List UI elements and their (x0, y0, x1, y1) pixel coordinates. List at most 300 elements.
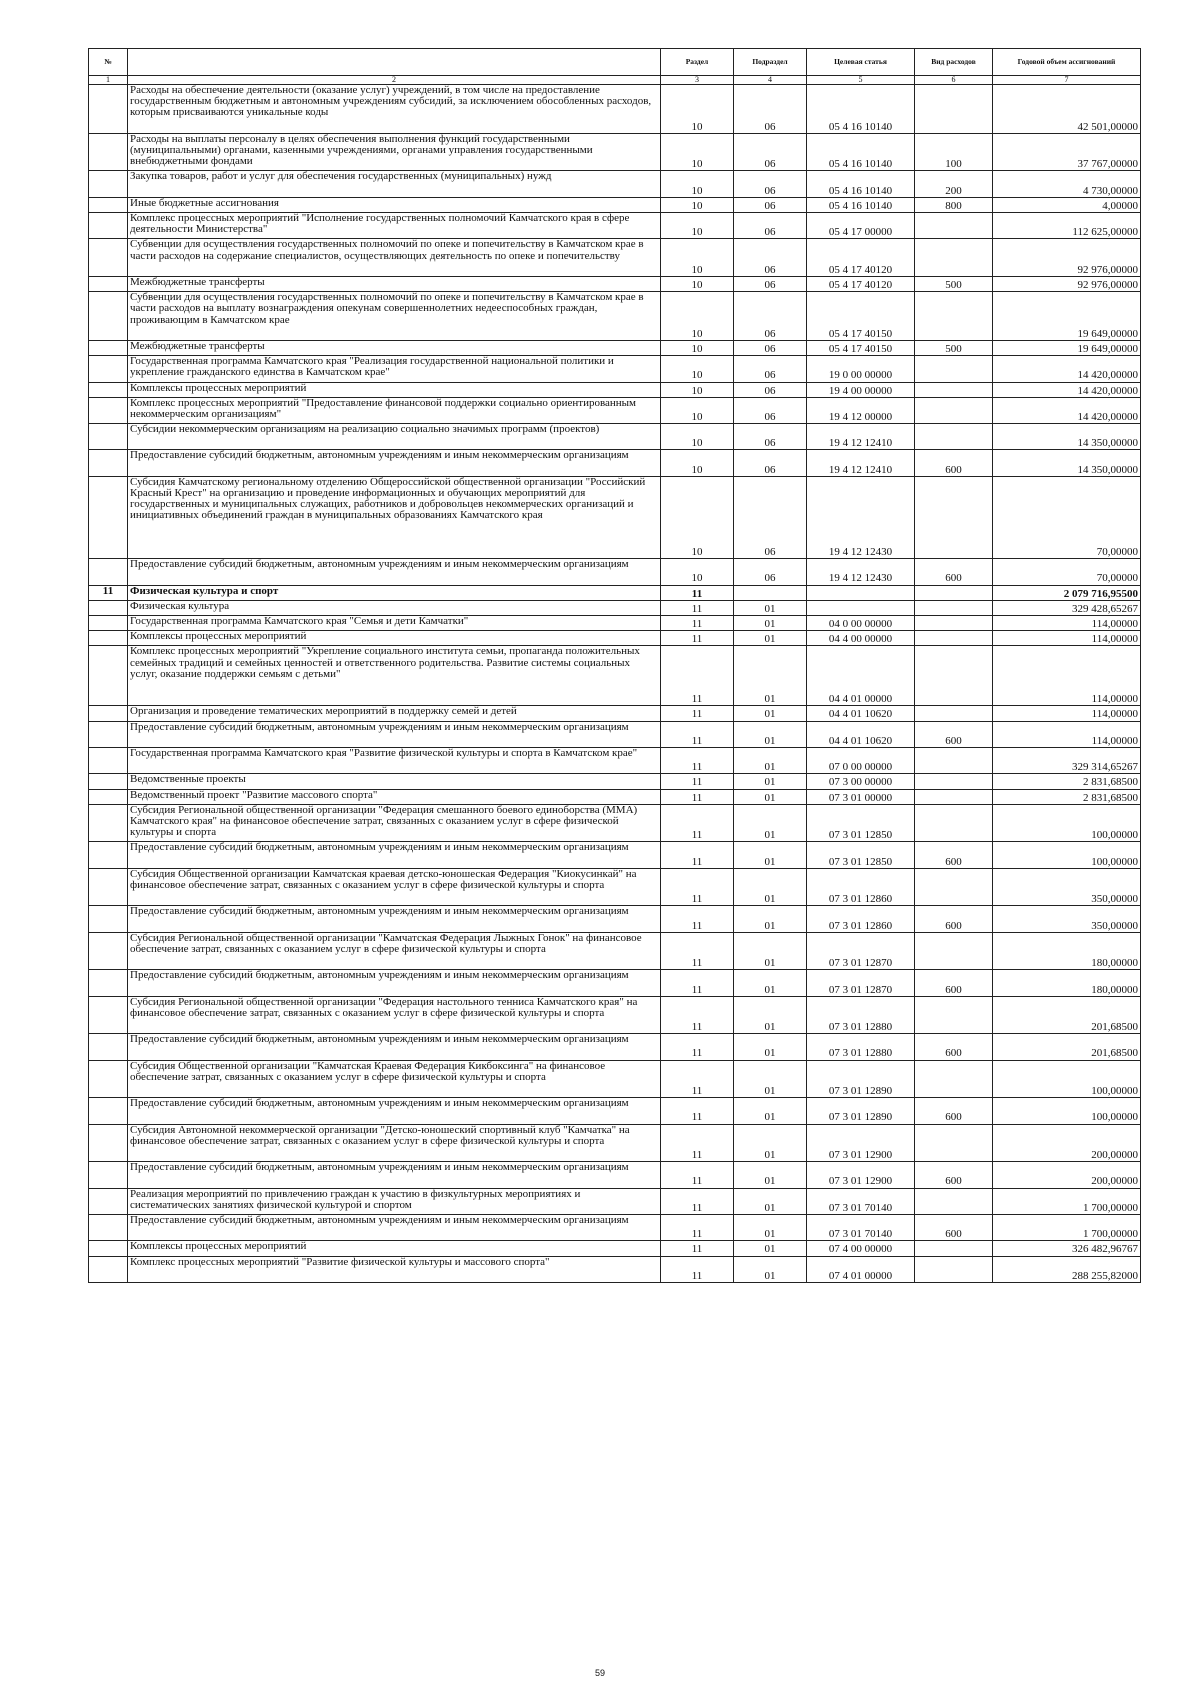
row-vid-rashodov (915, 631, 993, 646)
row-amount: 100,00000 (993, 1060, 1141, 1098)
row-amount: 329 428,65267 (993, 600, 1141, 615)
row-razdel: 11 (661, 789, 734, 804)
row-number (89, 1098, 128, 1124)
row-name: Физическая культура (128, 600, 661, 615)
row-razdel: 11 (661, 932, 734, 970)
row-vid-rashodov (915, 616, 993, 631)
row-podrazdel: 06 (734, 212, 807, 238)
row-celevaya-statya: 07 3 00 00000 (807, 774, 915, 789)
table-row (89, 1124, 1141, 1162)
row-podrazdel: 06 (734, 559, 807, 585)
row-amount: 70,00000 (993, 559, 1141, 585)
budget-table-container (88, 48, 1140, 1283)
row-vid-rashodov: 600 (915, 1098, 993, 1124)
row-podrazdel: 01 (734, 932, 807, 970)
row-celevaya-statya (807, 585, 915, 600)
row-razdel: 11 (661, 1215, 734, 1241)
row-podrazdel: 01 (734, 906, 807, 932)
row-vid-rashodov (915, 706, 993, 721)
row-amount: 201,68500 (993, 1034, 1141, 1060)
row-razdel: 11 (661, 646, 734, 706)
budget-table (88, 48, 1141, 1283)
column-number-row (89, 76, 1141, 85)
row-celevaya-statya: 07 3 01 12850 (807, 842, 915, 868)
column-number: 3 (661, 76, 734, 85)
row-celevaya-statya: 07 3 01 12890 (807, 1098, 915, 1124)
row-name: Реализация мероприятий по привлечению граждан к участию в физкультурных мероприятиях и систематических занятиях физической культурой и спортом (128, 1188, 661, 1214)
row-podrazdel: 06 (734, 133, 807, 171)
row-razdel: 11 (661, 970, 734, 996)
column-number: 5 (807, 76, 915, 85)
row-amount: 114,00000 (993, 631, 1141, 646)
table-row (89, 996, 1141, 1034)
row-number (89, 1215, 128, 1241)
row-vid-rashodov: 600 (915, 1162, 993, 1188)
table-row (89, 1256, 1141, 1282)
row-podrazdel: 06 (734, 424, 807, 450)
table-row (89, 721, 1141, 747)
row-razdel: 10 (661, 292, 734, 341)
row-number (89, 276, 128, 291)
row-amount: 14 350,00000 (993, 450, 1141, 476)
row-name: Субсидия Автономной некоммерческой организации "Детско-юношеский спортивный клуб "Камчатка" на финансовое обеспечение затрат, связанных с оказанием услуг в сфере физической культуры и спорта (128, 1124, 661, 1162)
row-name: Предоставление субсидий бюджетным, автономным учреждениям и иным некоммерческим организациям (128, 559, 661, 585)
row-number (89, 842, 128, 868)
row-podrazdel: 01 (734, 1124, 807, 1162)
row-amount: 1 700,00000 (993, 1215, 1141, 1241)
table-body (89, 85, 1141, 1283)
row-celevaya-statya: 19 0 00 00000 (807, 356, 915, 382)
row-razdel: 11 (661, 747, 734, 773)
table-row (89, 600, 1141, 615)
row-amount: 14 420,00000 (993, 356, 1141, 382)
row-vid-rashodov: 500 (915, 276, 993, 291)
column-number: 4 (734, 76, 807, 85)
table-row (89, 476, 1141, 558)
row-celevaya-statya: 05 4 17 40120 (807, 276, 915, 291)
row-vid-rashodov (915, 996, 993, 1034)
row-name: Расходы на выплаты персоналу в целях обеспечения выполнения функций государственными (муниципальными) органами, казенными учреждениями, органами управления государственными внебюджетными фондами (128, 133, 661, 171)
table-row (89, 970, 1141, 996)
row-name: Субсидия Общественной организации "Камчатская Краевая Федерация Кикбоксинга" на финансовое обеспечение затрат, связанных с оказанием услуг в сфере физической культуры и спорта (128, 1060, 661, 1098)
row-podrazdel: 01 (734, 631, 807, 646)
row-number (89, 631, 128, 646)
row-celevaya-statya: 07 4 00 00000 (807, 1241, 915, 1256)
row-razdel: 11 (661, 842, 734, 868)
row-celevaya-statya: 07 3 01 70140 (807, 1215, 915, 1241)
table-row (89, 585, 1141, 600)
header-podrazdel: Подраздел (734, 49, 807, 76)
row-number (89, 450, 128, 476)
row-number (89, 774, 128, 789)
header-razdel: Раздел (661, 49, 734, 76)
row-name: Предоставление субсидий бюджетным, автономным учреждениям и иным некоммерческим организациям (128, 842, 661, 868)
row-vid-rashodov: 600 (915, 1215, 993, 1241)
row-amount: 19 649,00000 (993, 292, 1141, 341)
row-razdel: 11 (661, 804, 734, 842)
row-amount: 180,00000 (993, 932, 1141, 970)
row-razdel: 10 (661, 424, 734, 450)
row-celevaya-statya: 05 4 17 40120 (807, 239, 915, 277)
row-number (89, 1162, 128, 1188)
row-number (89, 721, 128, 747)
row-razdel: 11 (661, 996, 734, 1034)
row-podrazdel: 06 (734, 239, 807, 277)
row-name: Закупка товаров, работ и услуг для обеспечения государственных (муниципальных) нужд (128, 171, 661, 197)
row-podrazdel: 01 (734, 842, 807, 868)
table-row (89, 1188, 1141, 1214)
row-vid-rashodov (915, 868, 993, 906)
row-amount: 100,00000 (993, 1098, 1141, 1124)
row-number (89, 646, 128, 706)
row-celevaya-statya: 05 4 17 40150 (807, 340, 915, 355)
table-row (89, 646, 1141, 706)
row-razdel: 10 (661, 356, 734, 382)
row-name: Субсидия Региональной общественной организации "Федерация смешанного боевого единоборства (ММА) Камчатского края" на финансовое обеспечение затрат, связанных с оказанием услуг в сфере физической культуры и спорта (128, 804, 661, 842)
table-row (89, 868, 1141, 906)
table-row (89, 1098, 1141, 1124)
row-razdel: 11 (661, 1034, 734, 1060)
row-podrazdel: 06 (734, 276, 807, 291)
row-podrazdel: 01 (734, 646, 807, 706)
row-name: Комплекс процессных мероприятий "Укрепление социального института семьи, пропаганда положительных семейных традиций и семейных ценностей и ответственного родительства. Развитие системы социальных услуг, оказание поддержки семьям с детьми" (128, 646, 661, 706)
row-amount: 180,00000 (993, 970, 1141, 996)
header-celevaya-statya: Целевая статья (807, 49, 915, 76)
row-vid-rashodov (915, 804, 993, 842)
row-number (89, 789, 128, 804)
row-vid-rashodov (915, 85, 993, 134)
row-amount: 288 255,82000 (993, 1256, 1141, 1282)
row-vid-rashodov (915, 397, 993, 423)
row-number (89, 868, 128, 906)
row-amount: 1 700,00000 (993, 1188, 1141, 1214)
row-podrazdel: 01 (734, 1162, 807, 1188)
table-row (89, 804, 1141, 842)
row-razdel: 11 (661, 1188, 734, 1214)
row-podrazdel: 01 (734, 868, 807, 906)
row-podrazdel: 06 (734, 340, 807, 355)
row-podrazdel: 06 (734, 397, 807, 423)
row-amount: 350,00000 (993, 868, 1141, 906)
row-razdel: 11 (661, 1256, 734, 1282)
row-amount: 200,00000 (993, 1124, 1141, 1162)
row-celevaya-statya: 05 4 17 00000 (807, 212, 915, 238)
row-amount: 37 767,00000 (993, 133, 1141, 171)
row-celevaya-statya: 19 4 12 12410 (807, 424, 915, 450)
row-celevaya-statya: 07 3 01 12870 (807, 932, 915, 970)
row-vid-rashodov (915, 356, 993, 382)
row-number (89, 600, 128, 615)
row-amount: 114,00000 (993, 706, 1141, 721)
row-amount: 329 314,65267 (993, 747, 1141, 773)
row-razdel: 10 (661, 340, 734, 355)
row-number (89, 747, 128, 773)
row-name: Субсидии некоммерческим организациям на реализацию социально значимых программ (проектов) (128, 424, 661, 450)
row-amount: 92 976,00000 (993, 239, 1141, 277)
row-celevaya-statya: 19 4 00 00000 (807, 382, 915, 397)
row-vid-rashodov: 600 (915, 721, 993, 747)
table-row (89, 1241, 1141, 1256)
row-podrazdel: 06 (734, 382, 807, 397)
row-podrazdel: 06 (734, 171, 807, 197)
row-number (89, 1124, 128, 1162)
row-celevaya-statya: 07 4 01 00000 (807, 1256, 915, 1282)
row-podrazdel: 01 (734, 970, 807, 996)
row-celevaya-statya: 04 4 01 10620 (807, 706, 915, 721)
table-row (89, 450, 1141, 476)
row-name: Предоставление субсидий бюджетным, автономным учреждениям и иным некоммерческим организациям (128, 970, 661, 996)
row-celevaya-statya: 19 4 12 00000 (807, 397, 915, 423)
row-vid-rashodov (915, 292, 993, 341)
row-razdel: 10 (661, 171, 734, 197)
row-vid-rashodov: 600 (915, 450, 993, 476)
row-amount: 114,00000 (993, 616, 1141, 631)
row-name: Иные бюджетные ассигнования (128, 197, 661, 212)
row-name: Государственная программа Камчатского края "Реализация государственной национальной политики и укрепление гражданского единства в Камчатском крае" (128, 356, 661, 382)
row-amount: 70,00000 (993, 476, 1141, 558)
row-vid-rashodov (915, 239, 993, 277)
row-podrazdel: 01 (734, 706, 807, 721)
row-name: Предоставление субсидий бюджетным, автономным учреждениям и иным некоммерческим организациям (128, 1162, 661, 1188)
table-row (89, 133, 1141, 171)
table-row (89, 356, 1141, 382)
row-podrazdel: 01 (734, 616, 807, 631)
row-name: Физическая культура и спорт (128, 585, 661, 600)
row-name: Межбюджетные трансферты (128, 340, 661, 355)
row-podrazdel: 01 (734, 1215, 807, 1241)
row-celevaya-statya (807, 600, 915, 615)
row-name: Предоставление субсидий бюджетным, автономным учреждениям и иным некоммерческим организациям (128, 1215, 661, 1241)
row-razdel: 11 (661, 600, 734, 615)
row-number (89, 292, 128, 341)
table-row (89, 842, 1141, 868)
header-godovoy-obem: Годовой объем ассигнований (993, 49, 1141, 76)
row-vid-rashodov (915, 382, 993, 397)
row-number (89, 171, 128, 197)
row-number (89, 1256, 128, 1282)
row-razdel: 10 (661, 85, 734, 134)
row-name: Предоставление субсидий бюджетным, автономным учреждениям и иным некоммерческим организациям (128, 906, 661, 932)
row-vid-rashodov (915, 932, 993, 970)
table-row (89, 340, 1141, 355)
table-row (89, 424, 1141, 450)
row-podrazdel: 01 (734, 1098, 807, 1124)
row-name: Субсидия Общественной организации Камчатская краевая детско-юношеская Федерация "Киокусинкай" на финансовое обеспечение затрат, связанных с оказанием услуг в сфере физической культуры и спорта (128, 868, 661, 906)
row-razdel: 11 (661, 616, 734, 631)
row-vid-rashodov (915, 476, 993, 558)
row-razdel: 11 (661, 868, 734, 906)
row-number (89, 1241, 128, 1256)
table-row (89, 292, 1141, 341)
row-razdel: 10 (661, 197, 734, 212)
row-amount: 100,00000 (993, 842, 1141, 868)
row-celevaya-statya: 07 3 01 12870 (807, 970, 915, 996)
row-amount: 2 831,68500 (993, 774, 1141, 789)
row-amount: 2 079 716,95500 (993, 585, 1141, 600)
row-number (89, 706, 128, 721)
row-amount: 4,00000 (993, 197, 1141, 212)
row-razdel: 10 (661, 559, 734, 585)
column-number: 7 (993, 76, 1141, 85)
row-podrazdel: 01 (734, 996, 807, 1034)
header-vid-rashodov: Вид расходов (915, 49, 993, 76)
row-amount: 14 420,00000 (993, 382, 1141, 397)
table-row (89, 747, 1141, 773)
row-name: Предоставление субсидий бюджетным, автономным учреждениям и иным некоммерческим организациям (128, 1034, 661, 1060)
row-celevaya-statya: 04 4 00 00000 (807, 631, 915, 646)
row-podrazdel: 01 (734, 789, 807, 804)
row-name: Ведомственный проект "Развитие массового спорта" (128, 789, 661, 804)
row-amount: 201,68500 (993, 996, 1141, 1034)
row-celevaya-statya: 07 0 00 00000 (807, 747, 915, 773)
row-celevaya-statya: 07 3 01 12880 (807, 996, 915, 1034)
table-row (89, 906, 1141, 932)
row-name: Комплексы процессных мероприятий (128, 1241, 661, 1256)
row-celevaya-statya: 07 3 01 12900 (807, 1162, 915, 1188)
row-vid-rashodov (915, 424, 993, 450)
row-name: Субсидия Региональной общественной организации "Федерация настольного тенниса Камчатского края" на финансовое обеспечение затрат, связанных с оказанием услуг в сфере физической культуры и спорта (128, 996, 661, 1034)
row-celevaya-statya: 07 3 01 00000 (807, 789, 915, 804)
row-name: Субсидия Региональной общественной организации "Камчатская Федерация Лыжных Гонок" на финансовое обеспечение затрат, связанных с оказанием услуг в сфере физической культуры и спорта (128, 932, 661, 970)
row-celevaya-statya: 04 4 01 00000 (807, 646, 915, 706)
row-vid-rashodov (915, 600, 993, 615)
header-row (89, 49, 1141, 76)
table-row (89, 631, 1141, 646)
row-celevaya-statya: 07 3 01 12860 (807, 868, 915, 906)
row-number (89, 212, 128, 238)
row-name: Комплекс процессных мероприятий "Исполнение государственных полномочий Камчатского края в сфере деятельности Министерства" (128, 212, 661, 238)
row-name: Межбюджетные трансферты (128, 276, 661, 291)
row-razdel: 11 (661, 721, 734, 747)
row-number (89, 340, 128, 355)
row-razdel: 10 (661, 133, 734, 171)
row-name: Комплексы процессных мероприятий (128, 382, 661, 397)
row-razdel: 11 (661, 774, 734, 789)
row-amount: 114,00000 (993, 646, 1141, 706)
row-podrazdel: 06 (734, 356, 807, 382)
table-row (89, 1034, 1141, 1060)
page-number: 59 (594, 1668, 605, 1678)
row-vid-rashodov: 800 (915, 197, 993, 212)
row-celevaya-statya: 05 4 16 10140 (807, 85, 915, 134)
table-row (89, 932, 1141, 970)
row-name: Комплекс процессных мероприятий "Предоставление финансовой поддержки социально ориентированным некоммерческим организациям" (128, 397, 661, 423)
row-name: Предоставление субсидий бюджетным, автономным учреждениям и иным некоммерческим организациям (128, 721, 661, 747)
row-vid-rashodov (915, 212, 993, 238)
row-vid-rashodov (915, 774, 993, 789)
row-podrazdel (734, 585, 807, 600)
row-name: Субвенции для осуществления государственных полномочий по опеке и попечительству в Камчатском крае в части расходов на выплату вознаграждения опекунам совершеннолетних недееспособных граждан, проживающим в Камчатском крае (128, 292, 661, 341)
row-podrazdel: 01 (734, 1034, 807, 1060)
row-razdel: 11 (661, 1060, 734, 1098)
row-celevaya-statya: 07 3 01 12890 (807, 1060, 915, 1098)
row-number: 11 (89, 585, 128, 600)
row-number (89, 996, 128, 1034)
row-podrazdel: 01 (734, 600, 807, 615)
row-amount: 2 831,68500 (993, 789, 1141, 804)
row-razdel: 11 (661, 906, 734, 932)
row-celevaya-statya: 04 4 01 10620 (807, 721, 915, 747)
table-row (89, 706, 1141, 721)
row-podrazdel: 01 (734, 721, 807, 747)
table-row (89, 1060, 1141, 1098)
row-celevaya-statya: 05 4 16 10140 (807, 133, 915, 171)
row-amount: 19 649,00000 (993, 340, 1141, 355)
table-row (89, 397, 1141, 423)
header-name (128, 49, 661, 76)
row-number (89, 804, 128, 842)
row-razdel: 10 (661, 476, 734, 558)
row-name: Расходы на обеспечение деятельности (оказание услуг) учреждений, в том числе на предоставление государственным бюджетным и автономным учреждениям субсидий, за исключением обособленных расходов, которым присваиваются уникальные коды (128, 85, 661, 134)
row-number (89, 239, 128, 277)
column-number: 1 (89, 76, 128, 85)
row-razdel: 10 (661, 239, 734, 277)
row-vid-rashodov (915, 747, 993, 773)
row-number (89, 1034, 128, 1060)
row-celevaya-statya: 19 4 12 12410 (807, 450, 915, 476)
table-row (89, 239, 1141, 277)
row-vid-rashodov (915, 1241, 993, 1256)
row-name: Предоставление субсидий бюджетным, автономным учреждениям и иным некоммерческим организациям (128, 450, 661, 476)
row-celevaya-statya: 07 3 01 12860 (807, 906, 915, 932)
row-podrazdel: 01 (734, 747, 807, 773)
row-name: Комплексы процессных мероприятий (128, 631, 661, 646)
row-celevaya-statya: 19 4 12 12430 (807, 559, 915, 585)
table-row (89, 774, 1141, 789)
table-row (89, 559, 1141, 585)
row-vid-rashodov (915, 1188, 993, 1214)
row-number (89, 382, 128, 397)
row-number (89, 970, 128, 996)
row-number (89, 559, 128, 585)
row-vid-rashodov: 600 (915, 842, 993, 868)
row-number (89, 197, 128, 212)
row-razdel: 10 (661, 397, 734, 423)
row-vid-rashodov (915, 1124, 993, 1162)
row-razdel: 11 (661, 1241, 734, 1256)
row-number (89, 616, 128, 631)
row-razdel: 10 (661, 382, 734, 397)
table-row (89, 197, 1141, 212)
table-row (89, 212, 1141, 238)
row-number (89, 133, 128, 171)
table-row (89, 171, 1141, 197)
row-celevaya-statya: 07 3 01 12880 (807, 1034, 915, 1060)
table-row (89, 1162, 1141, 1188)
row-vid-rashodov (915, 789, 993, 804)
table-row (89, 382, 1141, 397)
row-amount: 14 420,00000 (993, 397, 1141, 423)
row-razdel: 10 (661, 450, 734, 476)
row-name: Субсидия Камчатскому региональному отделению Общероссийской общественной организации "Российский Красный Крест" на организацию и проведение информационных и обучающих мероприятий для государственных и муниципальных служащих, работников и добровольцев некоммерческих организаций и инициативных объединений граждан в муниципальных образованиях Камчатского края (128, 476, 661, 558)
row-celevaya-statya: 05 4 16 10140 (807, 171, 915, 197)
row-vid-rashodov (915, 1060, 993, 1098)
row-amount: 114,00000 (993, 721, 1141, 747)
row-name: Субвенции для осуществления государственных полномочий по опеке и попечительству в Камчатском крае в части расходов на содержание специалистов, осуществляющих деятельность по опеке и попечительству (128, 239, 661, 277)
row-vid-rashodov: 500 (915, 340, 993, 355)
row-name: Организация и проведение тематических мероприятий в поддержку семей и детей (128, 706, 661, 721)
row-name: Предоставление субсидий бюджетным, автономным учреждениям и иным некоммерческим организациям (128, 1098, 661, 1124)
row-podrazdel: 01 (734, 1241, 807, 1256)
table-row (89, 616, 1141, 631)
row-vid-rashodov: 200 (915, 171, 993, 197)
row-razdel: 11 (661, 1162, 734, 1188)
table-row (89, 276, 1141, 291)
header-num: № (89, 49, 128, 76)
column-number: 2 (128, 76, 661, 85)
row-podrazdel: 01 (734, 1188, 807, 1214)
row-podrazdel: 01 (734, 774, 807, 789)
